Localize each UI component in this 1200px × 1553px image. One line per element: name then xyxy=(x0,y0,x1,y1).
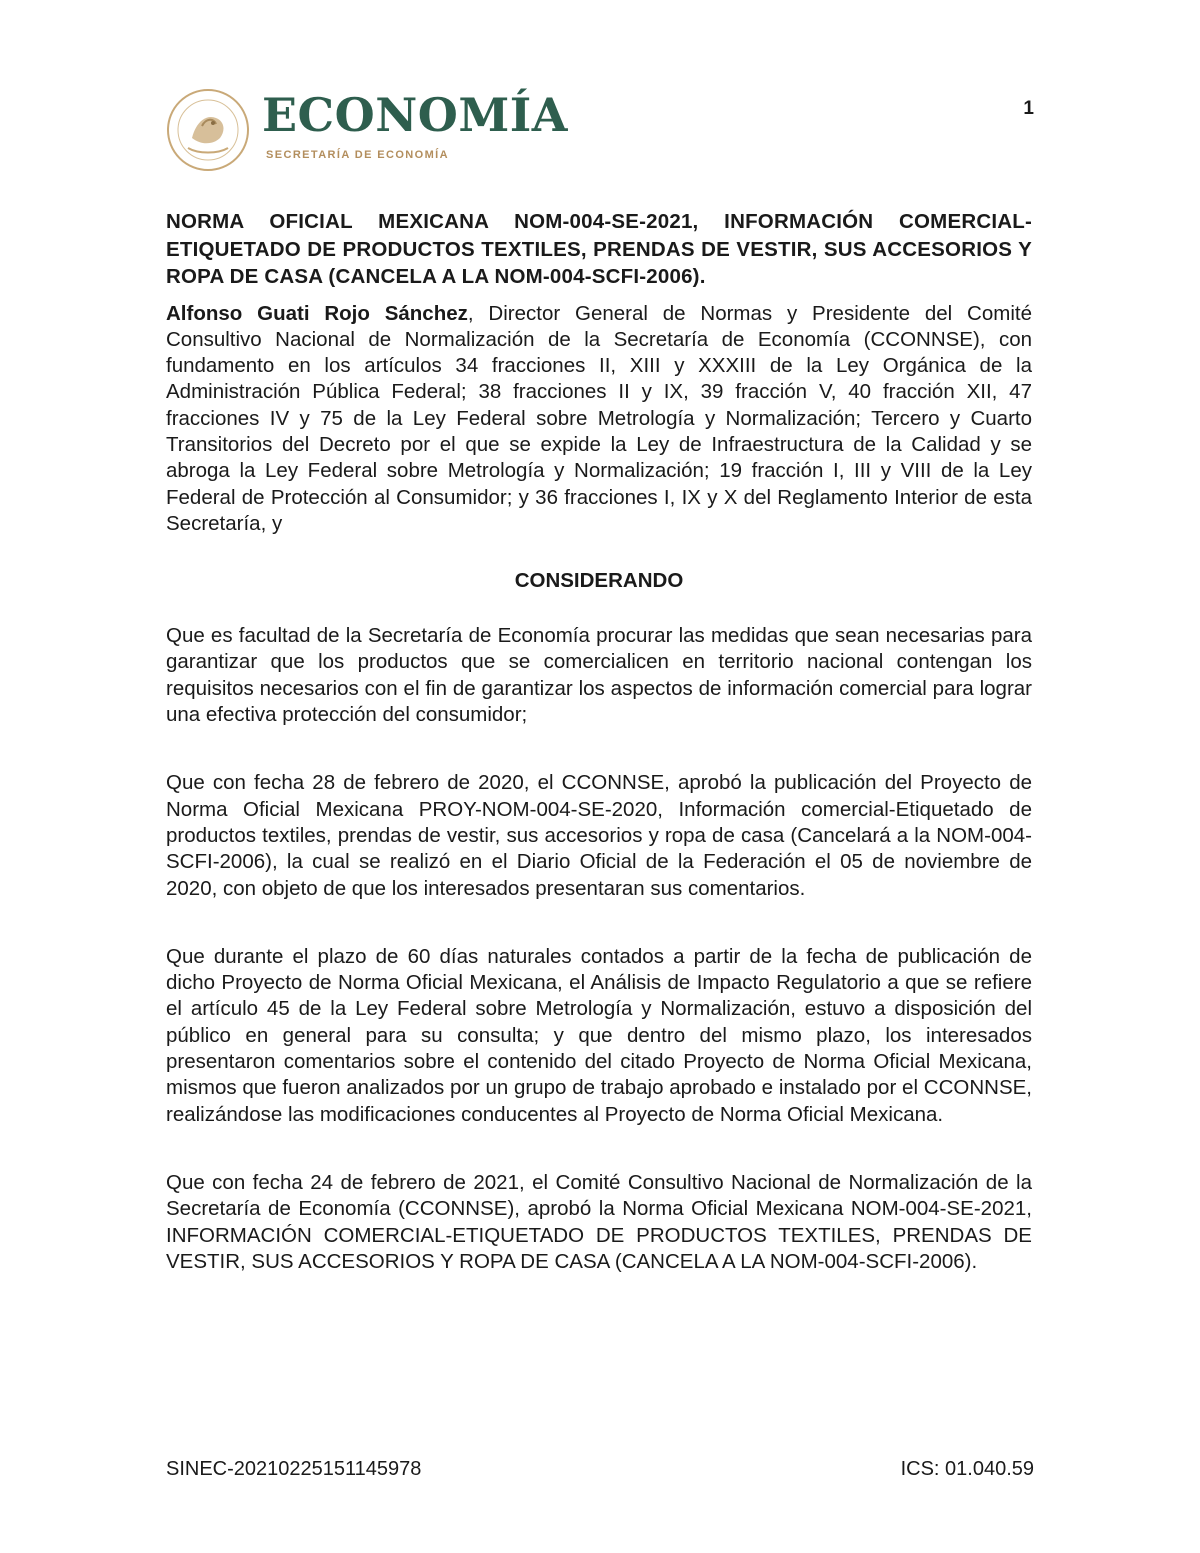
header-logo xyxy=(166,88,566,172)
mexican-seal-icon xyxy=(166,88,250,172)
page-number: 1 xyxy=(1023,98,1034,119)
intro-text: , Director General de Normas y Presidente del Comité Consultivo Nacional de Normalización de la Secretaría de Economía (CCONNSE), con fundamento en los artículos 34 fracciones II, XIII y XXXIII de la Ley Orgánica de la Administración Pública Federal; 38 fracciones II y IX, 39 fracción V, 40 fracción XII, 47 fracciones IV y 75 de la Ley Federal sobre Metrología y Normalización; Tercero y Cuarto Transitorios del Decreto por el que se expide la Ley de Infraestructura de la Calidad y se abroga la Ley Federal sobre Metrología y Normalización; 19 fracción I, III y VIII de la Ley Federal de Protección al Consumidor; y 36 fracciones I, IX y X del Reglamento Interior de esta Secretaría, y xyxy=(166,301,1032,535)
considerando-paragraph: Que durante el plazo de 60 días naturales contados a partir de la fecha de publicación de dicho Proyecto de Norma Oficial Mexicana, el Análisis de Impacto Regulatorio a que se refiere el artículo 45 de la Ley Federal sobre Metrología y Normalización, estuvo a disposición del público en general para su consulta; y que dentro del mismo plazo, los interesados presentaron comentarios sobre el contenido del citado Proyecto de Norma Oficial Mexicana, mismos que fueron analizados por un grupo de trabajo aprobado e instalado por el CCONNSE, realizándose las modificaciones conducentes al Proyecto de Norma Oficial Mexicana. xyxy=(166,944,1032,1126)
considerandos-list xyxy=(166,623,1032,1275)
considerando-paragraph: Que con fecha 24 de febrero de 2021, el Comité Consultivo Nacional de Normalización de la Secretaría de Economía (CCONNSE), aprobó la Norma Oficial Mexicana NOM-004-SE-2021, INFORMACIÓN COMERCIAL-ETIQUETADO DE PRODUCTOS TEXTILES, PRENDAS DE VESTIR, SUS ACCESORIOS Y ROPA DE CASA (CANCELA A LA NOM-004-SCFI-2006). xyxy=(166,1170,1032,1273)
considerando-paragraph: Que con fecha 28 de febrero de 2020, el CCONNSE, aprobó la publicación del Proyecto de Norma Oficial Mexicana PROY-NOM-004-SE-2020, Información comercial-Etiquetado de productos textiles, prendas de vestir, sus accesorios y ropa de casa (Cancelará a la NOM-004-SCFI-2006), la cual se realizó en el Diario Oficial de la Federación el 05 de noviembre de 2020, con objeto de que los interesados presentaran sus comentarios. xyxy=(166,771,1032,900)
brand-title: ECONOMÍA xyxy=(262,88,568,142)
signer-name: Alfonso Guati Rojo Sánchez xyxy=(166,301,468,325)
intro-paragraph xyxy=(166,301,1032,538)
footer-sinec: SINEC-20210225151145978 xyxy=(166,1458,422,1480)
document-body xyxy=(166,208,1032,1317)
section-heading: CONSIDERANDO xyxy=(514,569,684,593)
document-title: NORMA OFICIAL MEXICANA NOM-004-SE-2021, INFORMACIÓN COMERCIAL-ETIQUETADO DE PRODUCTOS TEXTILES, PRENDAS DE VESTIR, SUS ACCESORIOS Y ROPA DE CASA (CANCELA A LA NOM-004-SCFI-2006). xyxy=(166,210,1032,288)
brand-subtitle: SECRETARÍA DE ECONOMÍA xyxy=(266,149,449,161)
footer-ics: ICS: 01.040.59 xyxy=(900,1458,1034,1480)
considerando-paragraph: Que es facultad de la Secretaría de Economía procurar las medidas que sean necesarias para garantizar que los productos que se comercialicen en territorio nacional contengan los requisitos necesarios con el fin de garantizar los aspectos de información comercial para lograr una efectiva protección del consumidor; xyxy=(166,624,1032,727)
